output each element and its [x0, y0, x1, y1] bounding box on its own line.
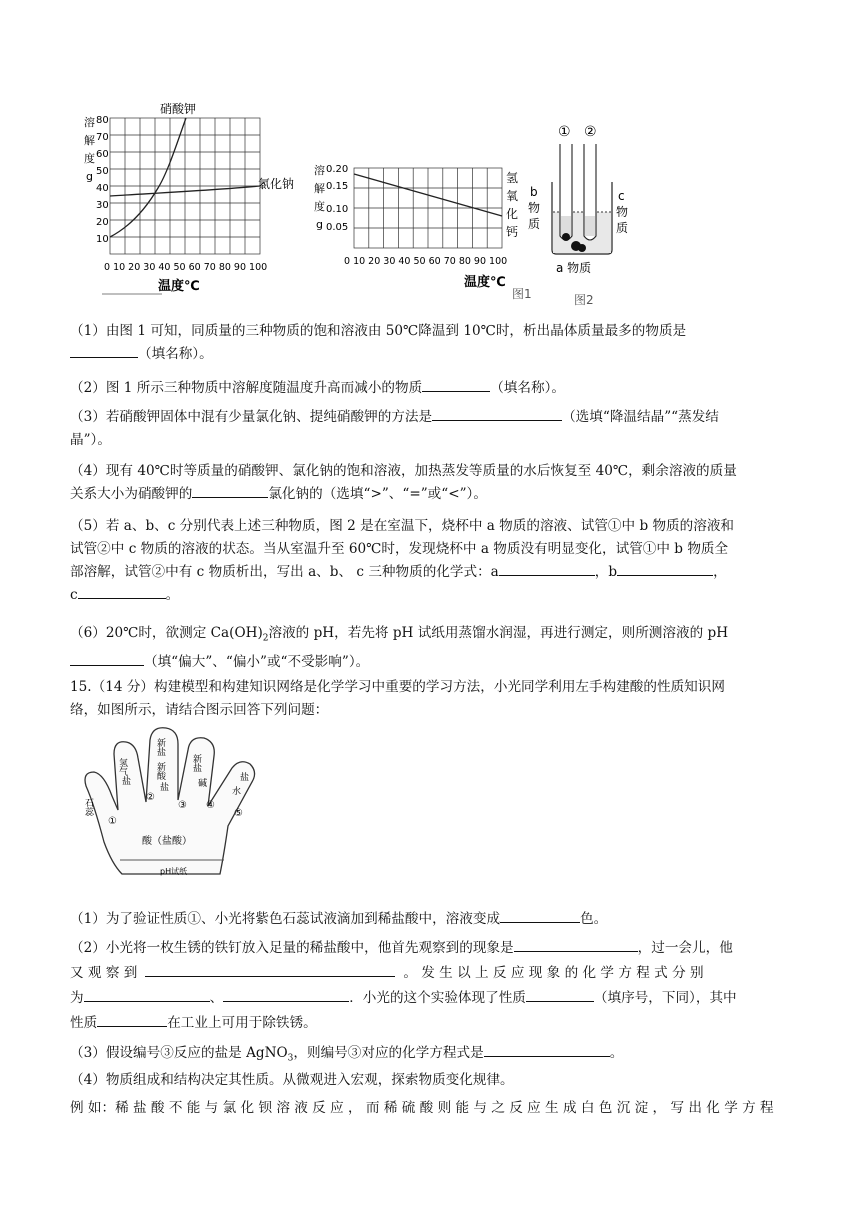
caoh2-label-char: 氧	[506, 189, 519, 203]
question-15-5	[70, 1097, 792, 1120]
q15-p3c: 。	[609, 1045, 624, 1061]
c-label-char: 物	[616, 205, 629, 219]
solubility-chart-caoh2	[308, 150, 533, 300]
b-solid	[562, 233, 570, 241]
wrist-label: pH试纸	[160, 867, 188, 876]
q1-line2: （填名称）。	[138, 346, 213, 362]
q2-text: （2）图 1 所示三种物质中溶解度随温度升高而减小的物质	[70, 380, 423, 396]
y-tick: 50	[96, 166, 109, 177]
y-tick: 0.15	[326, 181, 349, 192]
b-label-char: b	[530, 185, 538, 199]
q15-p3a: （3）假设编号③反应的盐是 AgNO	[70, 1045, 288, 1061]
answer-blank[interactable]	[500, 908, 580, 923]
question-14-1	[70, 320, 792, 366]
grid	[110, 118, 260, 254]
q15-p5: 例 如：稀 盐 酸 不 能 与 氯 化 钡 溶 液 反 应 ， 而 稀 硫 酸 则 能 与 之 反 应 生 成 白 色 沉 淀 ， 写 出 化 学 方 程	[70, 1100, 774, 1116]
tube2-solution	[585, 216, 595, 236]
y-tick: 80	[96, 115, 109, 126]
b-label-char: 物	[528, 201, 541, 215]
q15-p1-end: 色。	[580, 911, 608, 927]
kno3-curve	[110, 118, 186, 237]
q6-subscript: 2	[262, 633, 269, 644]
finger4b-label: 水	[232, 787, 242, 797]
circle-number-3: ③	[178, 800, 187, 811]
finger4-label: 盐	[240, 773, 250, 783]
answer-blank[interactable]	[70, 651, 144, 666]
caoh2-label-char: 氢	[506, 171, 519, 185]
circle-number-1: ①	[108, 816, 117, 827]
question-14-6	[70, 622, 792, 674]
q5-b: ，b	[594, 564, 618, 580]
y-tick: 40	[96, 183, 109, 194]
q15-p2-l3c: （填序号，下同），其中	[593, 990, 737, 1006]
circle-number-4: ④	[206, 800, 215, 811]
y-tick: 0.20	[326, 164, 349, 175]
answer-blank[interactable]	[84, 987, 210, 1002]
y-axis-label-char: 度	[84, 152, 95, 165]
q15-p3-sub: 3	[287, 1053, 294, 1064]
thumb-label: 石蕊	[83, 798, 93, 816]
answer-blank-a[interactable]	[499, 561, 595, 576]
y-axis-label-char: g	[86, 170, 93, 183]
y-tick: 20	[96, 217, 109, 228]
y-tick: 0.05	[326, 222, 349, 233]
answer-blank[interactable]	[223, 987, 349, 1002]
c-label-char: 质	[616, 221, 629, 235]
y-axis-label-char: 解	[314, 182, 325, 195]
x-axis-label: 温度℃	[464, 275, 506, 290]
answer-blank[interactable]	[484, 1042, 610, 1057]
q15-p2-l3b: ．小光的这个实验体现了性质	[349, 990, 526, 1006]
q5-line1: （5）若 a、b、c 分别代表上述三种物质，图 2 是在室温下，烧杯中 a 物质的溶液、试管①中 b 物质的溶液和	[70, 518, 735, 534]
finger1b-label: 盐	[122, 777, 132, 787]
circle-number-2: ②	[146, 792, 155, 803]
q5-line2: 试管②中 c 物质的溶液的状态。当从室温升至 60℃时，发现烧杯中 a 物质没有明显变化，试管①中 b 物质全	[70, 541, 729, 557]
hand-diagram	[74, 724, 294, 894]
q6-line1-b: 溶液的 pH，若先将 pH 试纸用蒸馏水润湿，再进行测定，则所测溶液的 pH	[268, 625, 729, 641]
beaker-figure	[522, 120, 642, 315]
q15-p2-l4a: 性质	[70, 1015, 98, 1031]
y-tick: 60	[96, 149, 109, 160]
q3-text-end: （选填“降温结晶”“蒸发结	[562, 409, 719, 425]
question-14-4	[70, 460, 792, 506]
q4-line1: （4）现有 40℃时等质量的硝酸钾、氯化钠的饱和溶液，加热蒸发等质量的水后恢复至 40℃，剩余溶液的质量	[70, 463, 737, 479]
a-label: a 物质	[556, 261, 592, 275]
q6-line1-a: （6）20℃时，欲测定 Ca(OH)	[70, 625, 263, 641]
finger3b-label: 碱	[198, 779, 208, 789]
x-ticks: 0 10 20 30 40 50 60 70 80 90 100	[344, 256, 508, 267]
q15-p2-l1-end: ，过一会儿，他	[637, 940, 733, 956]
caoh2-label-char: 钙	[506, 225, 519, 239]
q5-c: c	[70, 587, 78, 603]
y-tick: 10	[96, 234, 109, 245]
q6-line2: （填“偏大”、“偏小”或“不受影响”）。	[144, 653, 370, 670]
question-15-2	[70, 936, 792, 1036]
q15-p2-l3a: 为	[70, 990, 84, 1006]
y-tick: 30	[96, 200, 109, 211]
answer-blank[interactable]	[70, 343, 138, 358]
y-axis-label-char: 度	[314, 200, 325, 213]
q3-line2: 晶”）。	[70, 432, 111, 448]
y-tick: 0.10	[326, 204, 349, 215]
question-14-3	[70, 406, 792, 452]
figure-label: 图1	[512, 287, 532, 300]
q5-end: ，	[713, 564, 727, 580]
y-axis-label-char: g	[316, 218, 323, 231]
finger1-label: 氢气	[117, 758, 127, 776]
finger2-label: 新盐	[155, 738, 165, 756]
q5-line3: 部溶解，试管②中有 c 物质析出，写出 a、b、 c 三种物质的化学式：a	[70, 564, 499, 580]
answer-blank-c[interactable]	[78, 584, 166, 599]
q15-p4: （4）物质组成和结构决定其性质。从微观进入宏观，探索物质变化规律。	[70, 1072, 514, 1088]
answer-blank[interactable]	[526, 987, 594, 1002]
y-tick: 70	[96, 132, 109, 143]
question-14-2	[70, 377, 792, 400]
caoh2-label-char: 化	[506, 207, 519, 221]
q15-p2-l2-end: 。 发 生 以 上 反 应 现 象 的 化 学 方 程 式 分 别	[403, 965, 704, 981]
y-axis-label-char: 溶	[84, 116, 95, 129]
q15-intro-1: 15.（14 分）构建模型和构建知识网络是化学学习中重要的学习方法，小光同学利用左手构建酸的性质知识网	[70, 679, 725, 695]
answer-blank[interactable]	[145, 962, 395, 977]
answer-blank[interactable]	[422, 377, 490, 392]
q15-p1: （1）为了验证性质①、小光将紫色石蕊试液滴加到稀盐酸中，溶液变成	[70, 911, 501, 927]
x-ticks: 0 10 20 30 40 50 60 70 80 90 100	[104, 262, 268, 273]
q5-end2: 。	[165, 587, 180, 603]
x-axis-label: 温度℃	[158, 279, 200, 294]
q15-intro-2: 络，如图所示，请结合图示回答下列问题：	[70, 702, 329, 718]
q1-line1: （1）由图 1 可知，同质量的三种物质的饱和溶液由 50℃降温到 10℃时，析出晶体质量最多的物质是	[70, 323, 687, 339]
finger2b-label: 新酸	[155, 762, 165, 780]
q3-text: （3）若硝酸钾固体中混有少量氯化钠、提纯硝酸钾的方法是	[70, 409, 433, 425]
hand-outline	[85, 728, 255, 874]
answer-blank[interactable]	[514, 937, 638, 952]
answer-blank[interactable]	[192, 483, 268, 498]
finger2c-label: 盐	[160, 783, 170, 793]
circle-number-5: ⑤	[234, 808, 243, 819]
question-14-5	[70, 515, 792, 607]
q4-line2-end: 氯化钠的（选填“>”、“=”或“<”）。	[268, 486, 487, 502]
answer-blank[interactable]	[432, 406, 562, 421]
finger3-label: 新盐	[191, 754, 201, 772]
b-label-char: 质	[528, 217, 541, 231]
q2-text-end: （填名称）。	[490, 380, 565, 396]
figure-label: 图2	[574, 293, 594, 307]
question-15-intro	[70, 676, 792, 722]
question-15-4	[70, 1069, 792, 1092]
answer-blank-b[interactable]	[617, 561, 713, 576]
answer-blank[interactable]	[97, 1012, 167, 1027]
y-axis-label-char: 溶	[314, 164, 325, 177]
q15-p3b: ，则编号③对应的化学方程式是	[293, 1045, 484, 1061]
q15-p2-l4b: 在工业上可用于除铁锈。	[167, 1015, 317, 1031]
palm-label: 酸（盐酸）	[142, 836, 192, 847]
q15-p2-l2: 又 观 察 到	[70, 965, 138, 981]
c-label-char: c	[618, 189, 625, 203]
y-axis-label-char: 解	[84, 134, 95, 147]
nacl-label: 氯化钠	[258, 177, 295, 191]
question-15-3	[70, 1042, 792, 1071]
q15-p2-l1: （2）小光将一枚生锈的铁钉放入足量的稀盐酸中，他首先观察到的现象是	[70, 940, 514, 956]
q4-line2: 关系大小为硝酸钾的	[70, 486, 193, 502]
tube1-label: ①	[558, 124, 571, 140]
solubility-chart-kno3-nacl	[78, 100, 318, 300]
kno3-label: 硝酸钾	[160, 102, 197, 116]
question-15-1	[70, 908, 792, 931]
a-solid	[578, 244, 586, 252]
q15-p2-sep: 、	[209, 990, 224, 1006]
tube2-label: ②	[584, 124, 597, 140]
